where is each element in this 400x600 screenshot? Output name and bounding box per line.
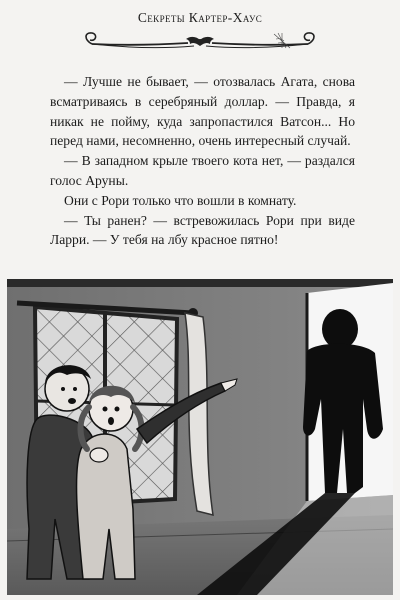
paragraph-4: — Ты ранен? — встревожилась Рори при виде Ларри. — У тебя на лбу красное пятно! bbox=[50, 212, 355, 248]
paragraph-2: — В западном крыле твоего кота нет, — раздался голос Аруны. bbox=[50, 153, 355, 188]
page-text bbox=[50, 72, 355, 250]
running-title: Секреты Картер-Хаус bbox=[137, 10, 263, 25]
paragraph-3: Они с Рори только что вошли в комнату. bbox=[64, 192, 297, 208]
page-header bbox=[0, 0, 400, 62]
illustration bbox=[7, 279, 393, 595]
paragraph-1: — Лучше не бывает, — отозвалась Агата, снова всматриваясь в серебряный доллар. — Правда, я никак не пойму, куда запропастился Ватсон... Но перед нами, несомненно, очень интересный случай. bbox=[50, 74, 355, 149]
bat-ornament-icon bbox=[78, 30, 322, 56]
illustration-scene bbox=[7, 279, 393, 595]
